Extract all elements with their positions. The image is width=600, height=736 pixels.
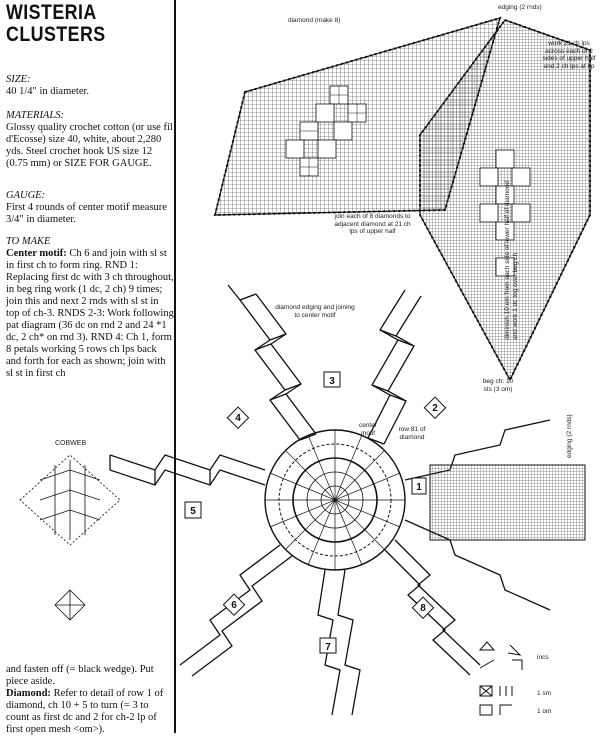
cobweb-label: COBWEB: [55, 440, 87, 447]
gauge-text: First 4 rounds of center motif measure 3/4" in diameter.: [6, 202, 167, 225]
marker-7: 7: [325, 642, 331, 653]
one-om-label: 1 om: [537, 708, 552, 715]
row81-label: row 81 of diamond: [398, 426, 426, 441]
materials-heading: MATERIALS:: [6, 110, 64, 121]
work21-label: work 21 ch lps across each of 2 sides of upper half and 2 ch lps at tip: [542, 40, 596, 70]
center-motif-label: Center motif:: [6, 248, 67, 259]
center-motif-text: Ch 6 and join with sl st in first ch to form ring. RND 1: Replacing first dc with 3 ch throughout, in beg ring work (1 dc, 2 ch) 9 times; join this and next 2 rnds with sl st in top of ch-3. RNDS 2-3: Work following pat diagram (36 dc on rnd 2 and 24 *1 dc, 2 ch* on rnd 3). RND 4: Ch 1, form 8 petals working 5 rows ch lps back and forth for each as shown; join with sl st in first ch: [6, 248, 174, 379]
marker-6: 6: [231, 600, 237, 611]
diamond-text: Refer to detail of row 1 of diamond, ch 10 + 5 to turn (= 3 to count as first dc and 2 for ch-2 lp of first open mesh <om>).: [6, 688, 164, 735]
number-markers: [185, 372, 446, 653]
diamond-edging-label: diamond edging and joining to center motif: [275, 304, 355, 319]
title-line-2: CLUSTERS: [6, 23, 106, 46]
one-sm-label: 1 sm: [537, 690, 552, 697]
cobweb-detail: [20, 455, 120, 620]
edging-top-label: edging (2 rnds): [498, 4, 542, 11]
marker-5: 5: [190, 506, 196, 517]
materials-text: Glossy quality crochet cotton (or use fil d'Ecosse) size 40, white, about 2,280 yds. Steel crochet hook US size 12 (0.75 mm) or SIZE FOR GAUGE.: [6, 122, 173, 169]
edging-right-label: edging (2 rnds): [566, 414, 573, 458]
join-each-label: join each of 8 diamonds to adjacent diamond at 21 ch lps of upper half: [334, 213, 411, 235]
diamond-grid-right: [430, 465, 585, 540]
gauge-heading: GAUGE:: [6, 190, 46, 201]
marker-4: 4: [235, 413, 241, 424]
diminish-label: diminish 10 om from each side of lower half of diamond and work 1 dc tog over beg ch: [504, 181, 519, 340]
marker-1: 1: [416, 482, 422, 493]
center-motif: [265, 430, 405, 570]
title-line-1: WISTERIA: [6, 1, 97, 24]
beg-ch-label: beg ch: 10 sts (3 om): [482, 378, 514, 393]
fasten-text: and fasten off (= black wedge). Put piece aside.: [6, 664, 154, 687]
size-text: 40 1/4" in diameter.: [6, 86, 90, 97]
marker-3: 3: [329, 376, 335, 387]
to-make-heading: TO MAKE: [6, 236, 51, 247]
legend-symbols: [480, 642, 522, 715]
size-heading: SIZE:: [6, 74, 31, 85]
marker-2: 2: [432, 403, 438, 414]
center-motif-label: center motif: [358, 422, 378, 437]
diamond-make-label: diamond (make 8): [288, 17, 341, 24]
incs-label: incs: [537, 654, 549, 661]
diamond-label: Diamond:: [6, 688, 51, 699]
marker-8: 8: [420, 603, 426, 614]
